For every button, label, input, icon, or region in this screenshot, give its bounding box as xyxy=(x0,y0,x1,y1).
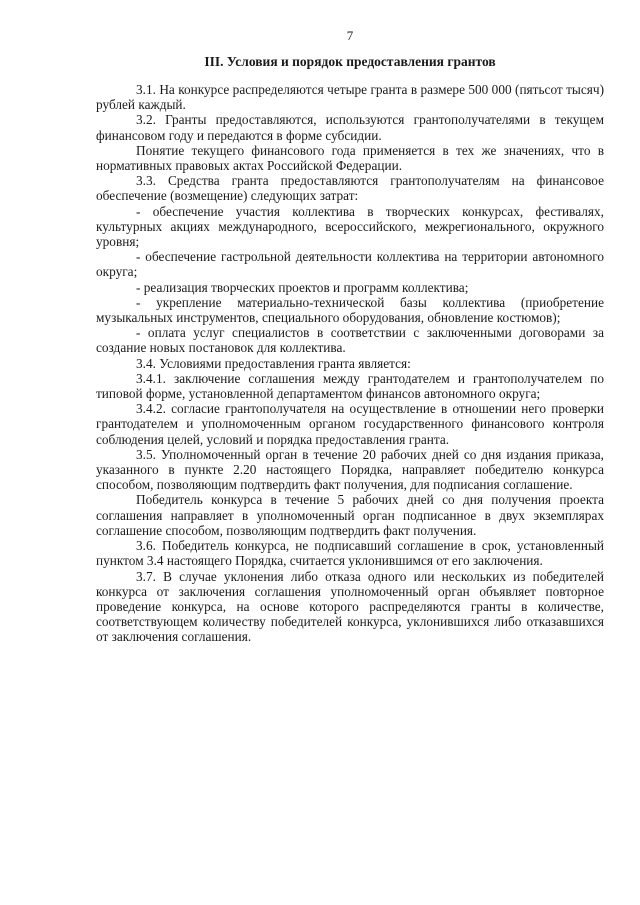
document-body xyxy=(96,82,604,645)
list-item-projects: - реализация творческих проектов и программ коллектива; xyxy=(136,279,469,295)
paragraph-3-3: 3.3. Средства гранта предоставляются грантополучателям на финансовое обеспечение (возмещение) следующих затрат: xyxy=(96,173,604,204)
paragraph-fiscal-year: Понятие текущего финансового года применяется в тех же значениях, что в нормативных правовых актах Российской Федерации. xyxy=(96,142,604,174)
paragraph-3-6: 3.6. Победитель конкурса, не подписавший соглашение в срок, установленный пунктом 3.4 настоящего Порядка, считается уклонившимся от его заключения. xyxy=(96,538,604,569)
list-item-material-base: - укрепление материально-технической базы коллектива (приобретение музыкальных инструментов, специального оборудования, обновление костюмов); xyxy=(96,294,604,326)
list-item-participation: - обеспечение участия коллектива в творческих конкурсах, фестивалях, культурных акциях международного, всероссийского, межрегионального, окружного уровня; xyxy=(96,203,604,250)
paragraph-3-5: 3.5. Уполномоченный орган в течение 20 рабочих дней со дня издания приказа, указанного в пункте 2.20 настоящего Порядка, направляет победителю конкурса способом, позволяющим подтвердить факт получения, для подписания соглашение. xyxy=(96,446,604,493)
list-item-specialists: - оплата услуг специалистов в соответствии с заключенными договорами за создание новых постановок для коллектива. xyxy=(96,325,604,356)
list-item-touring: - обеспечение гастрольной деятельности коллектива на территории автономного округа; xyxy=(96,249,604,280)
paragraph-3-1: 3.1. На конкурсе распределяются четыре гранта в размере 500 000 (пятьсот тысяч) рублей каждый. xyxy=(96,82,604,113)
paragraph-winner-signing: Победитель конкурса в течение 5 рабочих дней со дня получения проекта соглашения направляет в уполномоченный орган подписанное в двух экземплярах соглашение способом, позволяющим подтвердить факт получения. xyxy=(96,492,604,538)
paragraph-3-7: 3.7. В случае уклонения либо отказа одного или нескольких из победителей конкурса от заключения соглашения уполномоченный орган объявляет повторное проведение конкурса, на основе которого распределяются гранты в количестве, соответствующем количеству победителей конкурса, уклонившихся либо отказавшихся от заключения соглашения. xyxy=(96,568,604,645)
paragraph-3-2: 3.2. Гранты предоставляются, используются грантополучателями в текущем финансовом году и передаются в форме субсидии. xyxy=(96,112,604,143)
section-title: III. Условия и порядок предоставления грантов xyxy=(204,54,496,69)
paragraph-3-4-2: 3.4.2. согласие грантополучателя на осуществление в отношении него проверки грантодателем и уполномоченным органом государственного финансового контроля соблюдения целей, условий и порядка предоставления гранта. xyxy=(96,401,604,447)
paragraph-3-4: 3.4. Условиями предоставления гранта является: xyxy=(136,355,411,371)
paragraph-3-4-1: 3.4.1. заключение соглашения между грантодателем и грантополучателем по типовой форме, установленной департаментом финансов автономного округа; xyxy=(96,370,604,402)
page-number: 7 xyxy=(346,28,354,43)
